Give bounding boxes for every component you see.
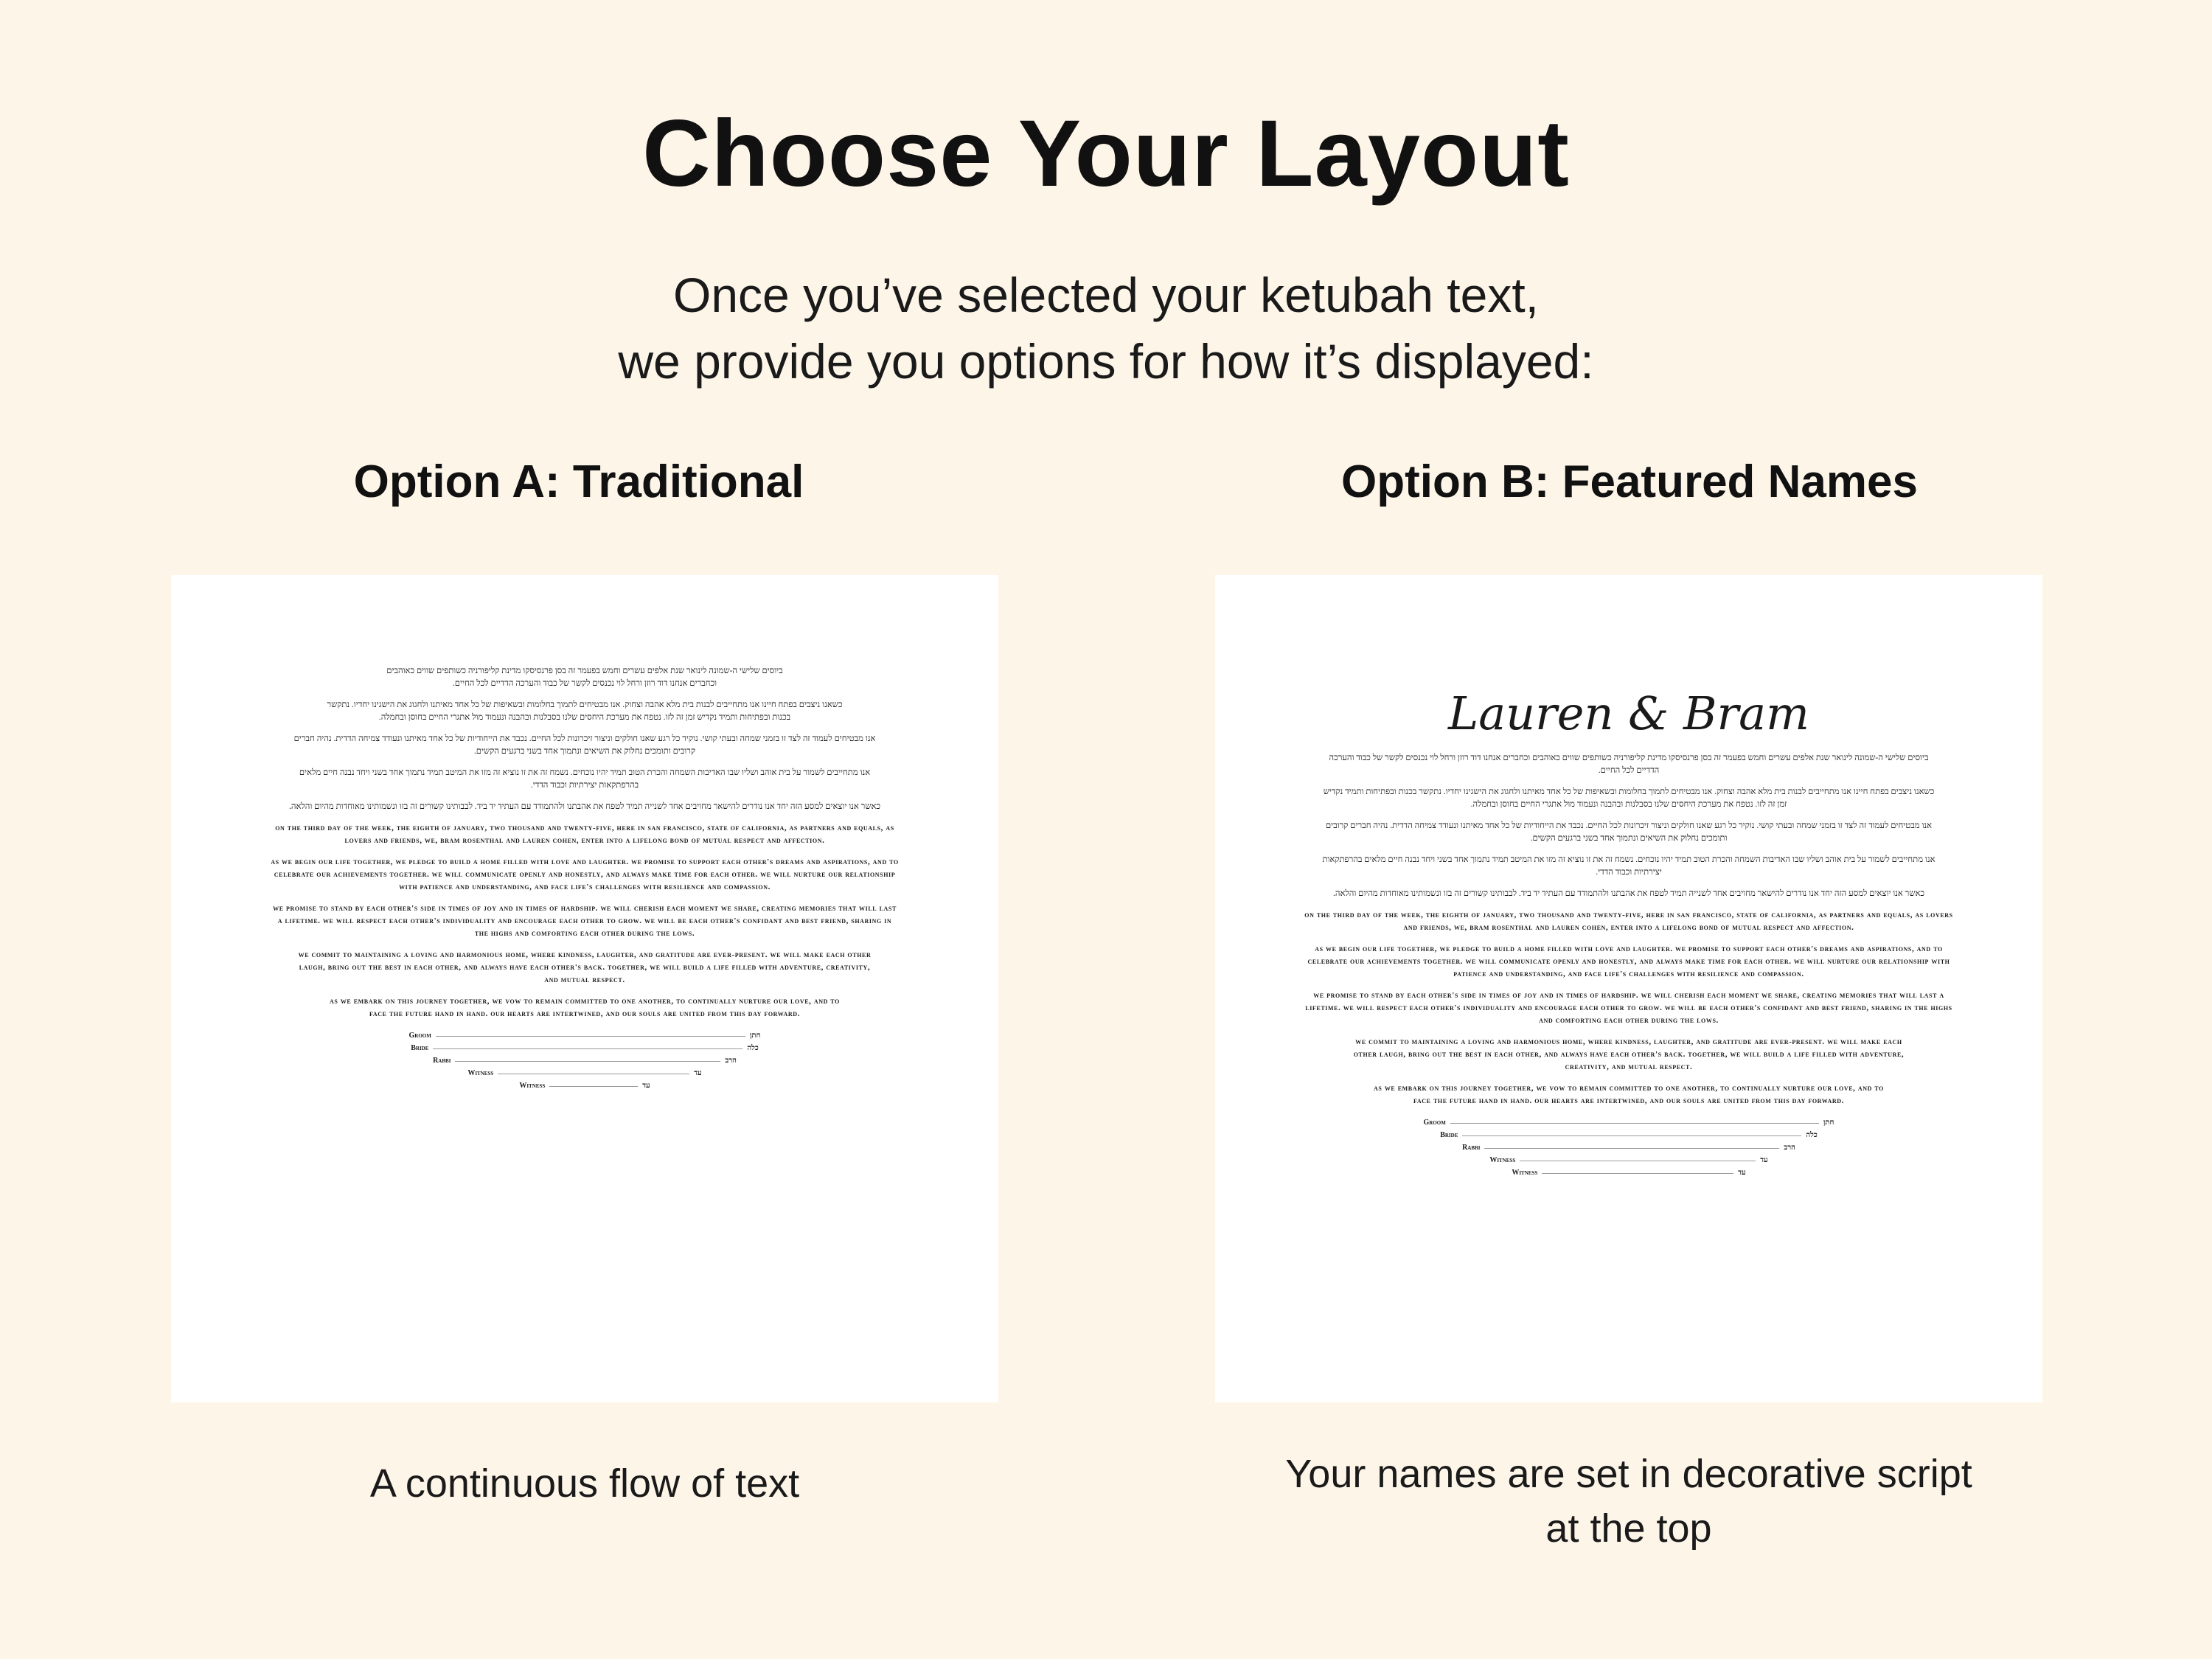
hebrew-paragraph: כשאנו ניצבים בפתח חיינו אנו מתחייבים לבנות בית מלא אהבה וצחוק. אנו מבטיחים לתמוך בחלומות ובשאיפות של כל אחד מאיתנו ולחגוג את הישגינו יחדיו. נתקשר בכנות ובפתיחות ותמיד נקדיש זמן זה לזו. נטפח את מערכת היחסים שלנו בסבלנות ובהבנה ונעמוד מול אתגרי החיים בחוסן ובחמלה. bbox=[327, 700, 843, 722]
english-paragraph: we commit to maintaining a loving and harmonious home, where kindness, laughter, and gratitude are ever-present. we will make each other laugh, bring out the best in each other, and always have each other's back. together, we will build a life filled with adventure, creativity, and mutual respect. bbox=[1353, 1037, 1905, 1071]
signature-rabbi: Rabbi הרב bbox=[1462, 1144, 1795, 1152]
signature-witness: Witness עד bbox=[467, 1069, 702, 1077]
page-title: Choose Your Layout bbox=[642, 101, 1570, 206]
option-a-caption: A continuous flow of text bbox=[369, 1461, 800, 1506]
hebrew-paragraph: כשאנו ניצבים בפתח חיינו אנו מתחייבים לבנות בית מלא אהבה וצחוק. אנו מבטיחים לתמוך בחלומות ובשאיפות של כל אחד מאיתנו ולחגוג את הישגינו יחדיו. נתקשר בכנות ובפתיחות ותמיד נקדיש זמן זה לזו. נטפח את מערכת היחסים שלנו בסבלנות ובהבנה ונעמוד מול אתגרי החיים בחוסן ובחמלה. bbox=[1323, 787, 1935, 809]
option-b-caption-line-1: Your names are set in decorative script bbox=[1285, 1452, 1972, 1496]
english-paragraph: on the third day of the week, the eighth of january, two thousand and twenty-five, here in san francisco, state of california, as partners and equals, as lovers and friends, we, bram rosenthal and lauren cohen, enter into a lifelong bond of mutual respect and affection. bbox=[275, 824, 894, 845]
signature-block bbox=[1215, 1116, 2042, 1179]
english-paragraph: we commit to maintaining a loving and harmonious home, where kindness, laughter, and gratitude are ever-present. we will make each other laugh, bring out the best in each other, and always have each other's back. together, we will build a life filled with adventure, creativity, and mutual respect. bbox=[298, 950, 872, 984]
english-paragraph: we promise to stand by each other's side in times of joy and in times of hardship. we will cherish each moment we share, creating memories that will last a lifetime. we will respect each other's individuality and encourage each other to grow. we will be each other's confidant and best friend, sharing in the highs and comforting each other during the lows. bbox=[1305, 991, 1952, 1025]
signature-groom: Groom חתן bbox=[1423, 1119, 1834, 1127]
hebrew-paragraph: אנו מבטיחים לעמוד זה לצד זו בזמני שמחה ובעתי קושי. נוקיר כל רגע שאנו חולקים וניצור זיכרונות לכל החיים. נכבד את הייחודיות של כל אחד מאיתנו ונעודד צמיחה הדדית. נהיה חברים קרובים ותומכים נחלוק את השיאים ונתמוך אחד בשני ברגעים הקשים. bbox=[1325, 821, 1933, 843]
option-b-heading: Option B: Featured Names bbox=[1341, 456, 1918, 507]
subtitle-line-1: Once you’ve selected your ketubah text, bbox=[672, 268, 1539, 322]
hebrew-paragraph: ביוסים שלישי ה-שמונה לינואר שנת אלפים עשרים וחמש בפעמר זה בסן פרנסיסקו מדינת קליפורניה כשותפים שווים כאוהבים וכחברים אנחנו דוד רוזן ורחל לוי נכנסים לקשר של כבוד והערכה הדדיים לכל החיים. bbox=[1329, 754, 1929, 775]
hebrew-paragraph: כאשר אנו יוצאים למסע הזה יחד אנו נודרים להישאר מחויבים אחד לשנייה תמיד לטפח את אהבתנו ולהתמודד עם העתיד יד ביד. לבבותינו קשורים זה בזו ונשמותינו מאוחדות מהיום והלאה. bbox=[288, 802, 880, 811]
english-paragraph: as we begin our life together, we pledge to build a home filled with love and laughter. we promise to support each other's dreams and aspirations, and to celebrate our achievements together. we will communicate openly and honestly, and always make time for each other. we will nurture our relationship with patience and understanding, and face life's challenges with resilience and compassion. bbox=[1307, 945, 1950, 978]
signature-block bbox=[171, 1029, 998, 1092]
hebrew-paragraph: כאשר אנו יוצאים למסע הזה יחד אנו נודרים להישאר מחויבים אחד לשנייה תמיד לטפח את אהבתנו ולהתמודד עם העתיד יד ביד. לבבותינו קשורים זה בזו ונשמותינו מאוחדות מהיום והלאה. bbox=[1332, 889, 1924, 898]
english-paragraph: on the third day of the week, the eighth of january, two thousand and twenty-five, here in san francisco, state of california, as partners and equals, as lovers and friends, we, bram rosenthal and lauren cohen, enter into a lifelong bond of mutual respect and affection. bbox=[1304, 911, 1953, 932]
signature-bride: Bride כלה bbox=[1440, 1131, 1818, 1139]
signature-witness: Witness עד bbox=[1512, 1169, 1746, 1177]
signature-bride: Bride כלה bbox=[411, 1044, 759, 1052]
ketubah-text bbox=[1215, 684, 2042, 1179]
signature-groom: Groom חתן bbox=[408, 1032, 761, 1040]
option-b-caption-line-2: at the top bbox=[1545, 1506, 1712, 1551]
english-paragraph: as we embark on this journey together, we vow to remain committed to one another, to continually nurture our love, and to face the future hand in hand. our hearts are intertwined, and our souls are united from this day forward. bbox=[330, 997, 840, 1018]
featured-names-layout-preview bbox=[1215, 575, 2042, 1402]
ketubah-text bbox=[171, 665, 998, 1092]
hebrew-paragraph: ביוסים שלישי ה-שמונה לינואר שנת אלפים עשרים וחמש בפעמר זה בסן פרנסיסקו מדינת קליפורניה כשותפים שווים כאוהבים וכחברים אנחנו דוד רוזן ורחל לוי נכנסים לקשר של כבוד והערכה הדדיים לכל החיים. bbox=[386, 667, 783, 688]
subtitle-line-2: we provide you options for how it’s displayed: bbox=[618, 334, 1594, 389]
english-paragraph: as we begin our life together, we pledge to build a home filled with love and laughter. we promise to support each other's dreams and aspirations, and to celebrate our achievements together. we will communicate openly and honestly, and always make time for each other. we will nurture our relationship with patience and understanding, and face life's challenges with resilience and compassion. bbox=[271, 858, 899, 891]
page-subtitle bbox=[0, 262, 2212, 394]
signature-witness: Witness עד bbox=[519, 1082, 650, 1090]
english-paragraph: we promise to stand by each other's side in times of joy and in times of hardship. we will cherish each moment we share, creating memories that will last a lifetime. we will respect each other's individuality and encourage each other to grow. we will be each other's confidant and best friend, sharing in the highs and comforting each other during the lows. bbox=[273, 904, 897, 938]
english-paragraph: as we embark on this journey together, we vow to remain committed to one another, to continually nurture our love, and to face the future hand in hand. our hearts are intertwined, and our souls are united from this day forward. bbox=[1374, 1084, 1884, 1105]
signature-rabbi: Rabbi הרב bbox=[433, 1057, 737, 1065]
option-a-heading: Option A: Traditional bbox=[353, 456, 804, 507]
hebrew-paragraph: אנו מתחייבים לשמור על בית אוהב ושליו שבו האדיבות השמחה והכרת הטוב תמיד יהיו נוכחים. נשמח זה את זו נוציא זה מזו את המיטב תמיד נתמוך אחד בשני ויחד נבנה חיים מלאים בהרפתקאות יצירתיות וכבוד הדדי. bbox=[299, 768, 871, 790]
signature-witness: Witness עד bbox=[1489, 1156, 1768, 1164]
featured-names-script: Lauren & Bram bbox=[1448, 686, 1809, 740]
traditional-layout-preview bbox=[171, 575, 998, 1402]
hebrew-paragraph: אנו מתחייבים לשמור על בית אוהב ושליו שבו האדיבות השמחה והכרת הטוב תמיד יהיו נוכחים. נשמח זה את זו נוציא זה מזו את המיטב תמיד נתמוך אחד בשני ויחד נבנה חיים מלאים בהרפתקאות יצירתיות וכבוד הדדי. bbox=[1322, 855, 1935, 877]
hebrew-paragraph: אנו מבטיחים לעמוד זה לצד זו בזמני שמחה ובעתי קושי. נוקיר כל רגע שאנו חולקים וניצור זיכרונות לכל החיים. נכבד את הייחודיות של כל אחד מאיתנו ונעודד צמיחה הדדית. נהיה חברים קרובים ותומכים נחלוק את השיאים ונתמוך אחד בשני ברגעים הקשים. bbox=[293, 734, 876, 756]
option-b-caption bbox=[1215, 1447, 2042, 1556]
